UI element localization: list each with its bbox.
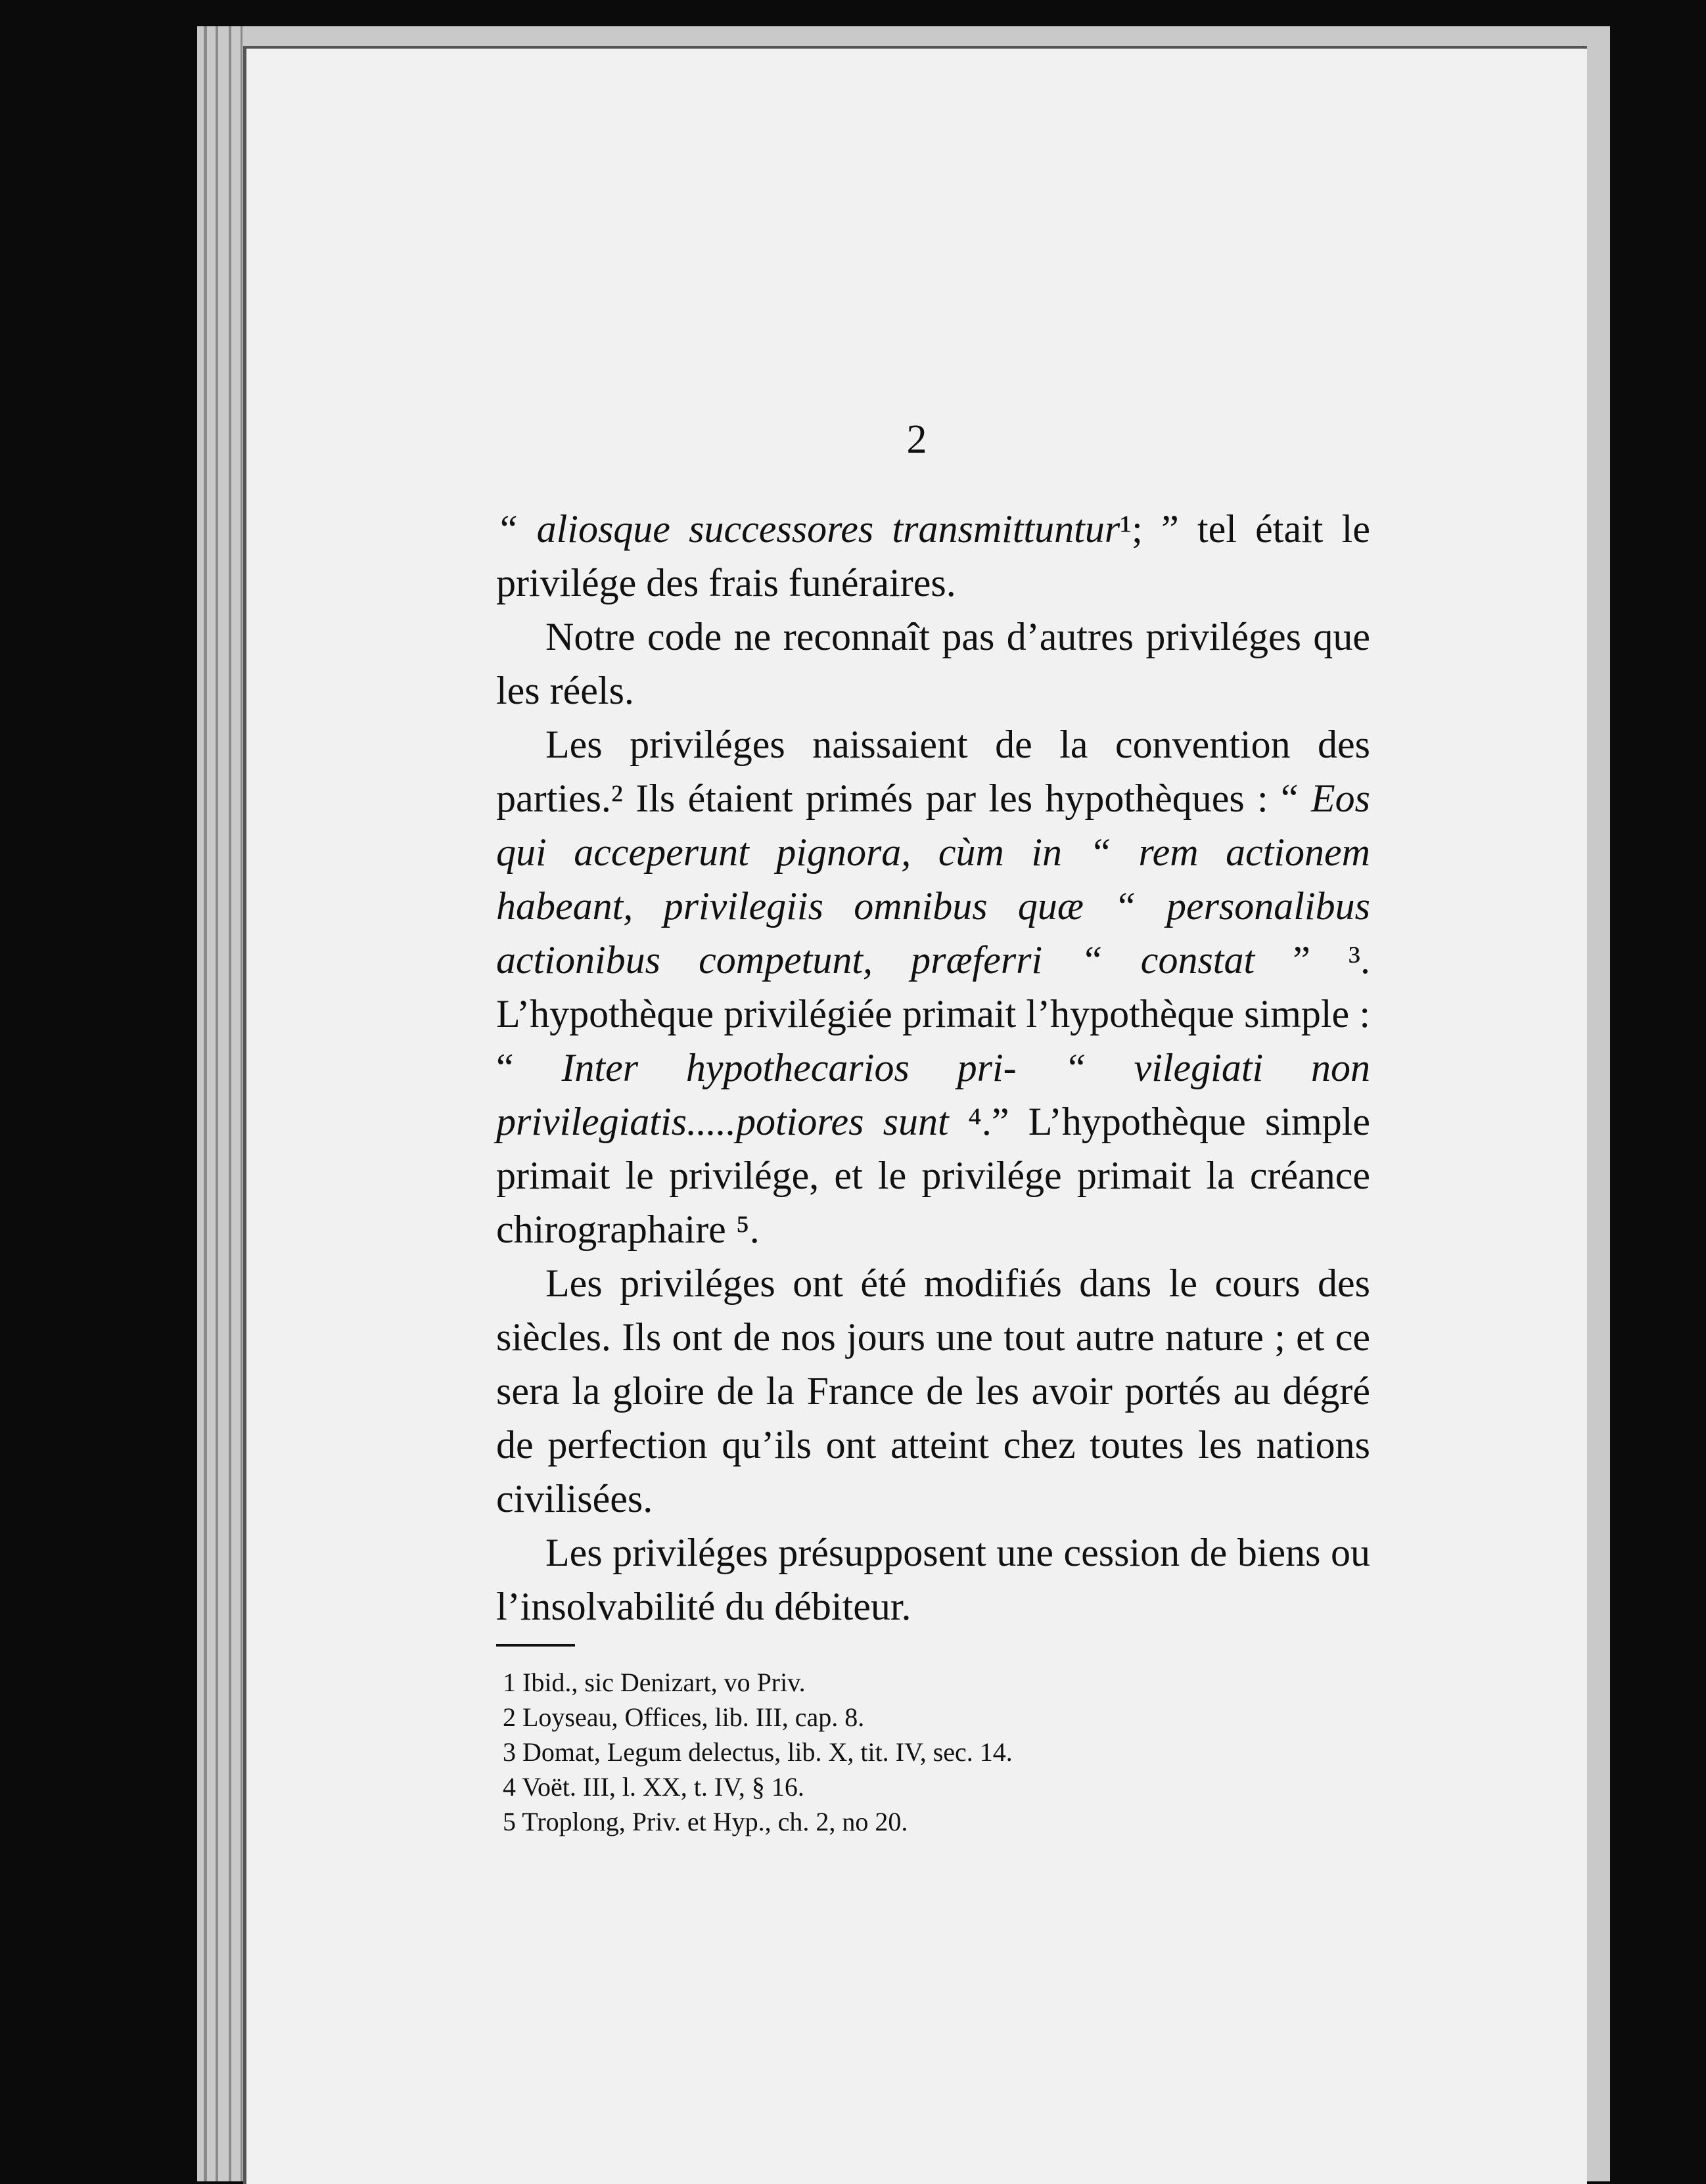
- paragraph-1: [496, 502, 1370, 610]
- page-edge: [241, 26, 242, 2181]
- paragraph-5: [496, 1526, 1370, 1633]
- text-run: Les priviléges ont été modifiés dans le cours des siècles. Ils ont de nos jours une tout autre nature ; et ce sera la gloire de la France de les avoir portés au dégré de perfection qu’ils ont atteint chez toutes les nations civilisées.: [496, 1262, 1370, 1520]
- paragraph-3: [496, 717, 1370, 1256]
- text-run: ” ³. L’hypothèque privilégiée primait l’hypothèque simple : “: [496, 938, 1370, 1089]
- footnotes: [503, 1665, 1357, 1839]
- page-edge: [204, 26, 207, 2181]
- latin-quote: Inter hypothecarios pri- “ vilegiati non privilegiatis.....potiores sunt: [496, 1046, 1370, 1143]
- footnote-2: 2 Loyseau, Offices, lib. III, cap. 8.: [503, 1702, 865, 1732]
- footnote-divider: [496, 1644, 575, 1647]
- text-run: Les priviléges présupposent une cession de biens ou l’insolvabilité du débiteur.: [496, 1531, 1370, 1628]
- footnote-3: 3 Domat, Legum delectus, lib. X, tit. IV, sec. 14.: [503, 1737, 1013, 1767]
- page-edge: [216, 26, 218, 2181]
- footnote-4: 4 Voët. III, l. XX, t. IV, § 16.: [503, 1772, 804, 1802]
- paragraph-4: [496, 1256, 1370, 1526]
- book-page: [243, 46, 1587, 2184]
- footnote-5: 5 Troplong, Priv. et Hyp., ch. 2, no 20.: [503, 1807, 908, 1836]
- latin-quote: “ aliosque successores transmittuntur: [496, 507, 1120, 551]
- text-run: ⁴.” L’hypothèque simple primait le privilége, et le privilége primait la créance chirographaire ⁵.: [496, 1100, 1370, 1251]
- page-number: 2: [906, 417, 927, 462]
- footnote-1: 1 Ibid., sic Denizart, vo Priv.: [503, 1668, 806, 1697]
- text-run: ¹; ” tel était le privilége des frais funéraires.: [496, 507, 1370, 604]
- text-run: Notre code ne reconnaît pas d’autres priviléges que les réels.: [496, 615, 1370, 712]
- page-edge: [229, 26, 231, 2181]
- latin-quote: Eos qui acceperunt pignora, cùm in “ rem actionem habeant, privilegiis omnibus quæ “ personalibus actionibus competunt, præferri “ constat: [496, 777, 1370, 982]
- paragraph-2: [496, 610, 1370, 717]
- body-text: [496, 502, 1370, 1633]
- text-run: Les priviléges naissaient de la convention des parties.² Ils étaient primés par les hypothèques : “: [496, 723, 1370, 820]
